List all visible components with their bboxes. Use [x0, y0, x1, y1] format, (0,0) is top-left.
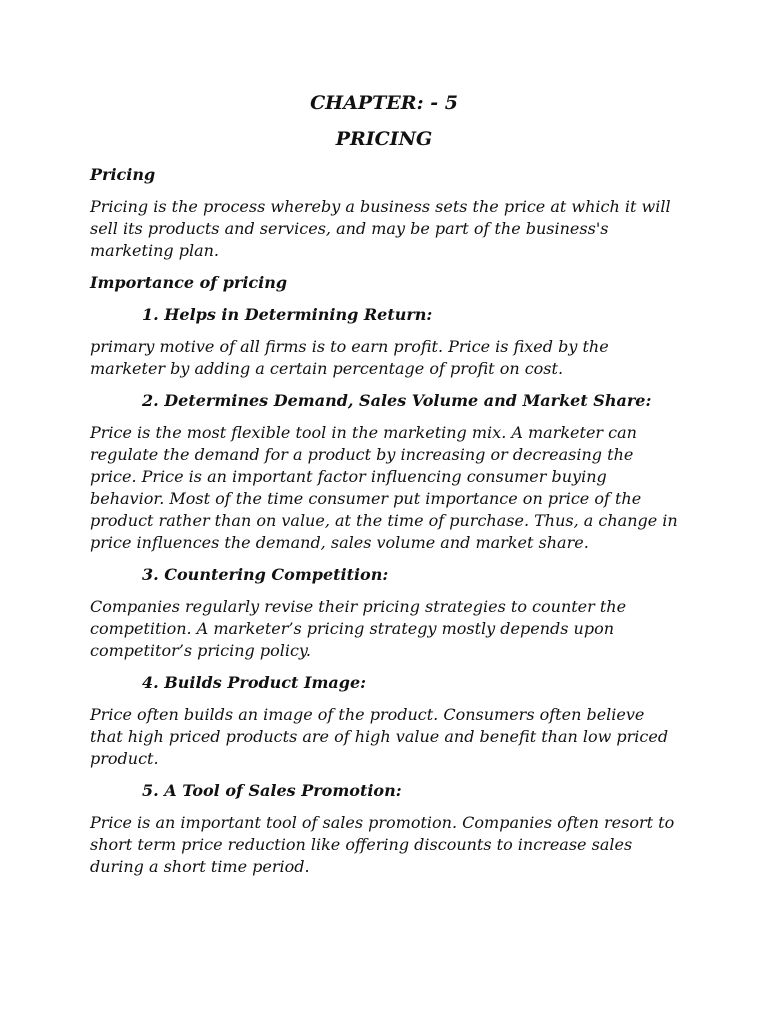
point-1-text: primary motive of all firms is to earn profit. Price is fixed by the marketer by adding a certain percentage of profit on cost. [90, 337, 609, 378]
point-4-heading: 4. Builds Product Image: [142, 673, 367, 692]
point-4-text: Price often builds an image of the product. Consumers often believe that high priced products are of high value and benefit than low priced product. [90, 705, 669, 768]
point-5-heading: 5. A Tool of Sales Promotion: [142, 781, 402, 800]
pricing-definition: Pricing is the process whereby a business sets the price at which it will sell its products and services, and may be part of the business's marketing plan. [90, 197, 671, 260]
point-1-heading: 1. Helps in Determining Return: [142, 305, 433, 324]
importance-heading: Importance of pricing [90, 273, 288, 292]
chapter-title: PRICING [335, 128, 433, 150]
pricing-heading: Pricing [90, 165, 156, 184]
point-3-heading: 3. Countering Competition: [142, 565, 389, 584]
point-2-text: Price is the most flexible tool in the marketing mix. A marketer can regulate the demand for a product by increasing or decreasing the price. Price is an important factor influencing consumer buying behavior. Most of the time consumer put importance on price of the product rather than on value, at the time of purchase. Thus, a change in price influences the demand, sales volume and market share. [90, 423, 678, 552]
point-5-text: Price is an important tool of sales promotion. Companies often resort to short term price reduction like offering discounts to increase sales during a short time period. [90, 813, 675, 876]
point-2-heading: 2. Determines Demand, Sales Volume and Market Share: [142, 391, 652, 410]
chapter-number: CHAPTER: - 5 [310, 92, 458, 114]
point-3-text: Companies regularly revise their pricing strategies to counter the competition. A marketer’s pricing strategy mostly depends upon competitor’s pricing policy. [90, 597, 627, 660]
